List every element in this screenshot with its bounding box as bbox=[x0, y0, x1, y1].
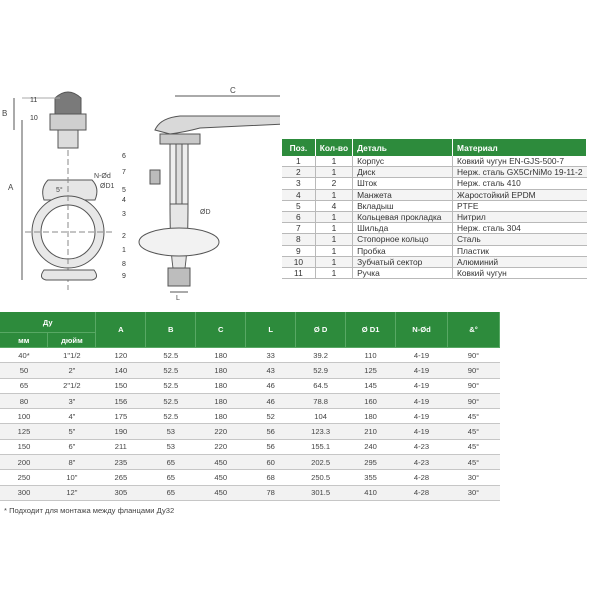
dim-l: 33 bbox=[246, 348, 296, 363]
dim-l: 56 bbox=[246, 439, 296, 454]
du-inch: 2" bbox=[48, 363, 96, 378]
col-d: Ø D bbox=[296, 312, 346, 348]
dim-d: 202.5 bbox=[296, 455, 346, 470]
part-name: Шильда bbox=[353, 223, 453, 234]
dim-angle: 90° bbox=[447, 363, 499, 378]
part-material: Алюминий bbox=[453, 256, 587, 267]
part-material: Нерж. сталь 410 bbox=[453, 178, 587, 189]
du-inch: 3" bbox=[48, 393, 96, 408]
part-name: Манжета bbox=[353, 189, 453, 200]
du-inch: 6" bbox=[48, 439, 96, 454]
dim-d1: 180 bbox=[346, 409, 396, 424]
du-mm: 50 bbox=[0, 363, 48, 378]
dim-nod: 4-28 bbox=[396, 485, 448, 500]
part-pos: 6 bbox=[282, 211, 315, 222]
dim-l: 68 bbox=[246, 470, 296, 485]
dim-d1: 160 bbox=[346, 393, 396, 408]
part-pos: 1 bbox=[282, 156, 315, 167]
parts-row bbox=[282, 178, 587, 189]
dim-c: 450 bbox=[196, 485, 246, 500]
callout-3: 3 bbox=[122, 211, 126, 218]
part-pos: 7 bbox=[282, 223, 315, 234]
part-name: Стопорное кольцо bbox=[353, 234, 453, 245]
parts-row bbox=[282, 156, 587, 167]
col-du: Ду bbox=[0, 312, 96, 333]
col-pos: Поз. bbox=[282, 139, 315, 156]
callout-5: 5 bbox=[122, 187, 126, 194]
dim-c: 220 bbox=[196, 439, 246, 454]
dim-a: 156 bbox=[96, 393, 146, 408]
dims-row bbox=[0, 485, 500, 500]
dim-d1: 240 bbox=[346, 439, 396, 454]
dim-b: 53 bbox=[146, 424, 196, 439]
angle-label: 5° bbox=[56, 187, 63, 194]
dims-row bbox=[0, 378, 500, 393]
dim-a: 305 bbox=[96, 485, 146, 500]
du-inch: 1"1/2 bbox=[48, 348, 96, 363]
dim-angle: 90° bbox=[447, 393, 499, 408]
part-qty: 1 bbox=[315, 167, 352, 178]
part-qty: 1 bbox=[315, 223, 352, 234]
parts-row bbox=[282, 256, 587, 267]
parts-row bbox=[282, 167, 587, 178]
part-name: Корпус bbox=[353, 156, 453, 167]
callout-11: 11 bbox=[30, 97, 38, 104]
callout-6: 6 bbox=[122, 153, 126, 160]
du-mm: 65 bbox=[0, 378, 48, 393]
dims-row bbox=[0, 409, 500, 424]
dim-d: 39.2 bbox=[296, 348, 346, 363]
dim-d: 301.5 bbox=[296, 485, 346, 500]
callout-8: 8 bbox=[122, 261, 126, 268]
parts-row bbox=[282, 245, 587, 256]
callout-1: 1 bbox=[122, 247, 126, 254]
part-qty: 2 bbox=[315, 178, 352, 189]
dim-c: 180 bbox=[196, 393, 246, 408]
side-view bbox=[139, 96, 280, 292]
part-pos: 9 bbox=[282, 245, 315, 256]
dim-d: 78.8 bbox=[296, 393, 346, 408]
dim-d: 123.3 bbox=[296, 424, 346, 439]
dim-nod-label: N-Ød bbox=[94, 173, 111, 180]
du-mm: 40* bbox=[0, 348, 48, 363]
callout-9: 9 bbox=[122, 273, 126, 280]
dim-a: 235 bbox=[96, 455, 146, 470]
dim-l: 78 bbox=[246, 485, 296, 500]
dim-a: 140 bbox=[96, 363, 146, 378]
du-inch: 4" bbox=[48, 409, 96, 424]
dim-d: 64.5 bbox=[296, 378, 346, 393]
part-name: Вкладыш bbox=[353, 200, 453, 211]
part-name: Шток bbox=[353, 178, 453, 189]
dim-angle: 45° bbox=[447, 439, 499, 454]
part-material: PTFE bbox=[453, 200, 587, 211]
parts-row bbox=[282, 234, 587, 245]
callout-7: 7 bbox=[122, 169, 126, 176]
dim-d1-label: ØD1 bbox=[100, 183, 115, 190]
du-mm: 125 bbox=[0, 424, 48, 439]
col-c: C bbox=[196, 312, 246, 348]
dim-c: 180 bbox=[196, 409, 246, 424]
dim-angle: 45° bbox=[447, 409, 499, 424]
dim-c: 220 bbox=[196, 424, 246, 439]
dim-l-label: L bbox=[176, 295, 180, 300]
part-material: Пластик bbox=[453, 245, 587, 256]
du-mm: 250 bbox=[0, 470, 48, 485]
dim-a: 150 bbox=[96, 378, 146, 393]
col-a: A bbox=[96, 312, 146, 348]
du-inch: 5" bbox=[48, 424, 96, 439]
dim-nod: 4-19 bbox=[396, 378, 448, 393]
parts-table bbox=[282, 139, 587, 279]
dim-d1: 210 bbox=[346, 424, 396, 439]
callout-4: 4 bbox=[122, 197, 126, 204]
du-inch: 8" bbox=[48, 455, 96, 470]
part-pos: 3 bbox=[282, 178, 315, 189]
dim-angle: 90° bbox=[447, 378, 499, 393]
part-name: Зубчатый сектор bbox=[353, 256, 453, 267]
dim-d1: 410 bbox=[346, 485, 396, 500]
du-inch: 12" bbox=[48, 485, 96, 500]
callout-2: 2 bbox=[122, 233, 126, 240]
col-material: Материал bbox=[453, 139, 587, 156]
parts-row bbox=[282, 211, 587, 222]
dim-d1: 295 bbox=[346, 455, 396, 470]
dims-row bbox=[0, 393, 500, 408]
part-qty: 1 bbox=[315, 234, 352, 245]
dim-a: 175 bbox=[96, 409, 146, 424]
dim-b: 52.5 bbox=[146, 393, 196, 408]
dims-row bbox=[0, 348, 500, 363]
dim-c: 450 bbox=[196, 455, 246, 470]
callout-10: 10 bbox=[30, 115, 38, 122]
dim-nod: 4-19 bbox=[396, 393, 448, 408]
du-mm: 150 bbox=[0, 439, 48, 454]
part-material: Нерж. сталь 304 bbox=[453, 223, 587, 234]
part-pos: 10 bbox=[282, 256, 315, 267]
part-material: Жаростойкий EPDM bbox=[453, 189, 587, 200]
dim-nod: 4-28 bbox=[396, 470, 448, 485]
dim-a: 190 bbox=[96, 424, 146, 439]
dim-a: 211 bbox=[96, 439, 146, 454]
col-nod: N-Ød bbox=[396, 312, 448, 348]
dim-d: 155.1 bbox=[296, 439, 346, 454]
dim-d1: 125 bbox=[346, 363, 396, 378]
part-material: Сталь bbox=[453, 234, 587, 245]
part-qty: 4 bbox=[315, 200, 352, 211]
part-name: Пробка bbox=[353, 245, 453, 256]
part-pos: 5 bbox=[282, 200, 315, 211]
dim-nod: 4-23 bbox=[396, 455, 448, 470]
parts-row bbox=[282, 267, 587, 278]
dim-b-label: B bbox=[2, 109, 8, 118]
col-b: B bbox=[146, 312, 196, 348]
dims-row bbox=[0, 470, 500, 485]
part-name: Диск bbox=[353, 167, 453, 178]
part-qty: 1 bbox=[315, 189, 352, 200]
dim-d1: 110 bbox=[346, 348, 396, 363]
dim-d-label: ØD bbox=[200, 209, 211, 216]
part-pos: 4 bbox=[282, 189, 315, 200]
du-inch: 2"1/2 bbox=[48, 378, 96, 393]
dim-c-label: C bbox=[230, 86, 236, 95]
part-name: Кольцевая прокладка bbox=[353, 211, 453, 222]
dim-a-label: A bbox=[8, 183, 14, 192]
part-qty: 1 bbox=[315, 267, 352, 278]
dims-row bbox=[0, 363, 500, 378]
dim-a: 120 bbox=[96, 348, 146, 363]
dim-a: 265 bbox=[96, 470, 146, 485]
dim-c: 180 bbox=[196, 378, 246, 393]
dim-l: 52 bbox=[246, 409, 296, 424]
dim-nod: 4-19 bbox=[396, 424, 448, 439]
dim-b: 52.5 bbox=[146, 348, 196, 363]
dim-angle: 45° bbox=[447, 455, 499, 470]
dim-b: 52.5 bbox=[146, 363, 196, 378]
dim-b: 65 bbox=[146, 455, 196, 470]
dim-b: 52.5 bbox=[146, 409, 196, 424]
dim-angle: 30° bbox=[447, 470, 499, 485]
dim-nod: 4-23 bbox=[396, 439, 448, 454]
parts-body bbox=[282, 156, 587, 279]
dim-l: 46 bbox=[246, 378, 296, 393]
dim-c: 450 bbox=[196, 470, 246, 485]
part-material: Нерж. сталь GX5CrNiMo 19-11-2 bbox=[453, 167, 587, 178]
dim-nod: 4-19 bbox=[396, 363, 448, 378]
dim-d: 250.5 bbox=[296, 470, 346, 485]
dim-l: 60 bbox=[246, 455, 296, 470]
dim-d: 52.9 bbox=[296, 363, 346, 378]
parts-row bbox=[282, 200, 587, 211]
dims-row bbox=[0, 424, 500, 439]
col-qty: Кол-во bbox=[315, 139, 352, 156]
col-part: Деталь bbox=[353, 139, 453, 156]
dims-row bbox=[0, 455, 500, 470]
dim-nod: 4-19 bbox=[396, 409, 448, 424]
parts-row bbox=[282, 189, 587, 200]
du-mm: 100 bbox=[0, 409, 48, 424]
part-pos: 8 bbox=[282, 234, 315, 245]
part-material: Ковкий чугун bbox=[453, 267, 587, 278]
parts-row bbox=[282, 223, 587, 234]
dim-l: 56 bbox=[246, 424, 296, 439]
dim-b: 65 bbox=[146, 470, 196, 485]
part-qty: 1 bbox=[315, 211, 352, 222]
dim-d: 104 bbox=[296, 409, 346, 424]
part-qty: 1 bbox=[315, 256, 352, 267]
du-mm: 300 bbox=[0, 485, 48, 500]
footnote: * Подходит для монтажа между фланцами Ду32 bbox=[4, 506, 175, 515]
part-qty: 1 bbox=[315, 156, 352, 167]
dim-c: 180 bbox=[196, 363, 246, 378]
part-material: Ковкий чугун EN-GJS-500-7 bbox=[453, 156, 587, 167]
col-mm: мм bbox=[0, 333, 48, 348]
col-angle: &° bbox=[447, 312, 499, 348]
dims-row bbox=[0, 439, 500, 454]
col-inch: дюйм bbox=[48, 333, 96, 348]
col-d1: Ø D1 bbox=[346, 312, 396, 348]
col-l: L bbox=[246, 312, 296, 348]
dim-l: 46 bbox=[246, 393, 296, 408]
dim-d1: 145 bbox=[346, 378, 396, 393]
du-mm: 200 bbox=[0, 455, 48, 470]
dim-b: 65 bbox=[146, 485, 196, 500]
part-material: Нитрил bbox=[453, 211, 587, 222]
dims-body bbox=[0, 348, 500, 501]
valve-drawing bbox=[0, 80, 280, 300]
part-pos: 11 bbox=[282, 267, 315, 278]
dim-angle: 30° bbox=[447, 485, 499, 500]
dim-b: 52.5 bbox=[146, 378, 196, 393]
dim-l: 43 bbox=[246, 363, 296, 378]
dim-b: 53 bbox=[146, 439, 196, 454]
dim-angle: 45° bbox=[447, 424, 499, 439]
part-pos: 2 bbox=[282, 167, 315, 178]
du-mm: 80 bbox=[0, 393, 48, 408]
part-qty: 1 bbox=[315, 245, 352, 256]
dim-angle: 90° bbox=[447, 348, 499, 363]
dim-nod: 4-19 bbox=[396, 348, 448, 363]
du-inch: 10" bbox=[48, 470, 96, 485]
dim-d1: 355 bbox=[346, 470, 396, 485]
part-name: Ручка bbox=[353, 267, 453, 278]
dimensions-table bbox=[0, 312, 500, 501]
dim-c: 180 bbox=[196, 348, 246, 363]
